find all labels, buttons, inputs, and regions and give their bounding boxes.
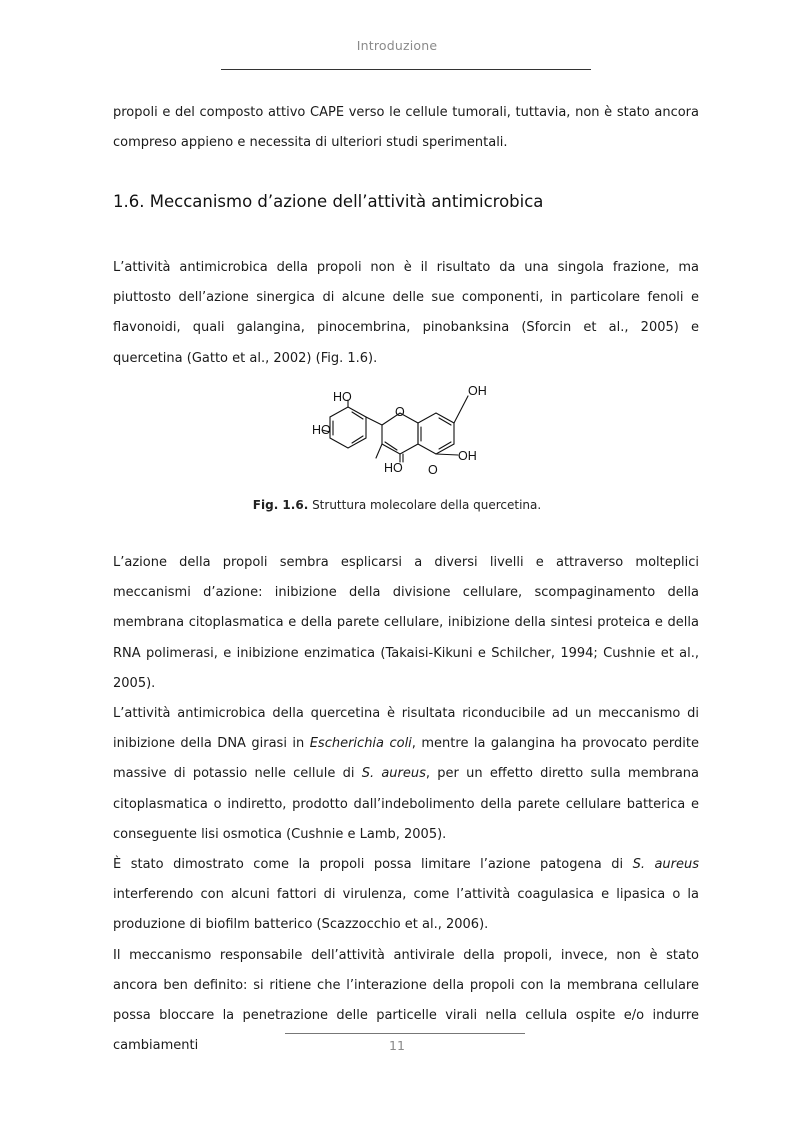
label-ho-upper: HO [333, 390, 352, 404]
continuation-paragraph: propoli e del composto attivo CAPE verso le cellule tumorali, tuttavia, non è stato ancora compreso appieno e necessita di ulteriori studi sperimentali. [113, 105, 699, 151]
label-carbonyl-o: O [428, 463, 438, 477]
figure-caption-text: Struttura molecolare della quercetina. [308, 498, 542, 512]
species-name: S. aureus [361, 766, 426, 782]
running-header: Introduzione [356, 38, 438, 53]
section-heading: 1.6. Meccanismo d’azione dell’attività antimicrobica [113, 192, 544, 211]
figure-caption [0, 498, 794, 512]
body-paragraph-1: L’azione della propoli sembra esplicarsi a diversi livelli e attraverso molteplici meccanismi d’azione: inibizione della divisione cellulare, scompaginamento della membrana citoplasmatica e della parete cellulare, inibizione della sintesi proteica e della RNA polimerasi, e inibizione enzimatica (Takaisi-Kikuni e Schilcher, 1994; Cushnie et al., 2005). [113, 555, 699, 691]
body-text-block [113, 548, 699, 1061]
page-number: 11 [389, 1038, 405, 1053]
label-ho-left: HO [312, 423, 331, 437]
body-paragraph-4: Il meccanismo responsabile dell’attività antivirale della propoli, invece, non è stato ancora ben definito: si ritiene che l’interazione della propoli con la membrana cellulare possa bloccare la penetrazione delle particelle virali nella cellula ospite e/o indurre cambiamenti [113, 947, 699, 1054]
label-oh-top-right: OH [468, 384, 487, 398]
label-oh-bottom-right: OH [458, 449, 477, 463]
body-paragraph-3: È stato dimostrato come la propoli possa limitare l’azione patogena di S. aureus interferendo con alcuni fattori di virulenza, come l’attività coagulasica e lipasica o la produzione di biofilm batterico (Scazzocchio et al., 2006). [113, 857, 700, 933]
body-paragraph-2: L’attività antimicrobica della quercetina è risultata riconducibile ad un meccanismo di inibizione della DNA girasi in Escherichia coli, mentre la galangina ha provocato perdite massive di potassio nelle cellule di S. aureus, per un effetto diretto sulla membrana citoplasmatica o indiretto, prodotto dall’indebolimento della parete cellulare batterica e conseguente lisi osmotica (Cushnie e Lamb, 2005). [113, 706, 700, 842]
species-name: Escherichia coli [309, 736, 412, 752]
label-ho-bottom: HO [384, 461, 403, 475]
top-text-block [113, 98, 699, 158]
header-rule [221, 69, 591, 70]
footer-rule [285, 1033, 525, 1034]
figure-caption-label: Fig. 1.6. [252, 498, 309, 512]
label-ring-o: O [395, 405, 405, 419]
intro-text-block [113, 253, 699, 374]
species-name: S. aureus [632, 857, 700, 873]
ring-b [330, 407, 366, 448]
intro-paragraph: L’attività antimicrobica della propoli non è il risultato da una singola frazione, ma piuttosto dell’azione sinergica di alcune delle sue componenti, in particolare fenoli e flavonoidi, quali galangina, pinocembrina, pinobanksina (Sforcin et al., 2005) e quercetina (Gatto et al., 2002) (Fig. 1.6). [113, 260, 699, 366]
quercetin-structure-figure [300, 380, 500, 480]
